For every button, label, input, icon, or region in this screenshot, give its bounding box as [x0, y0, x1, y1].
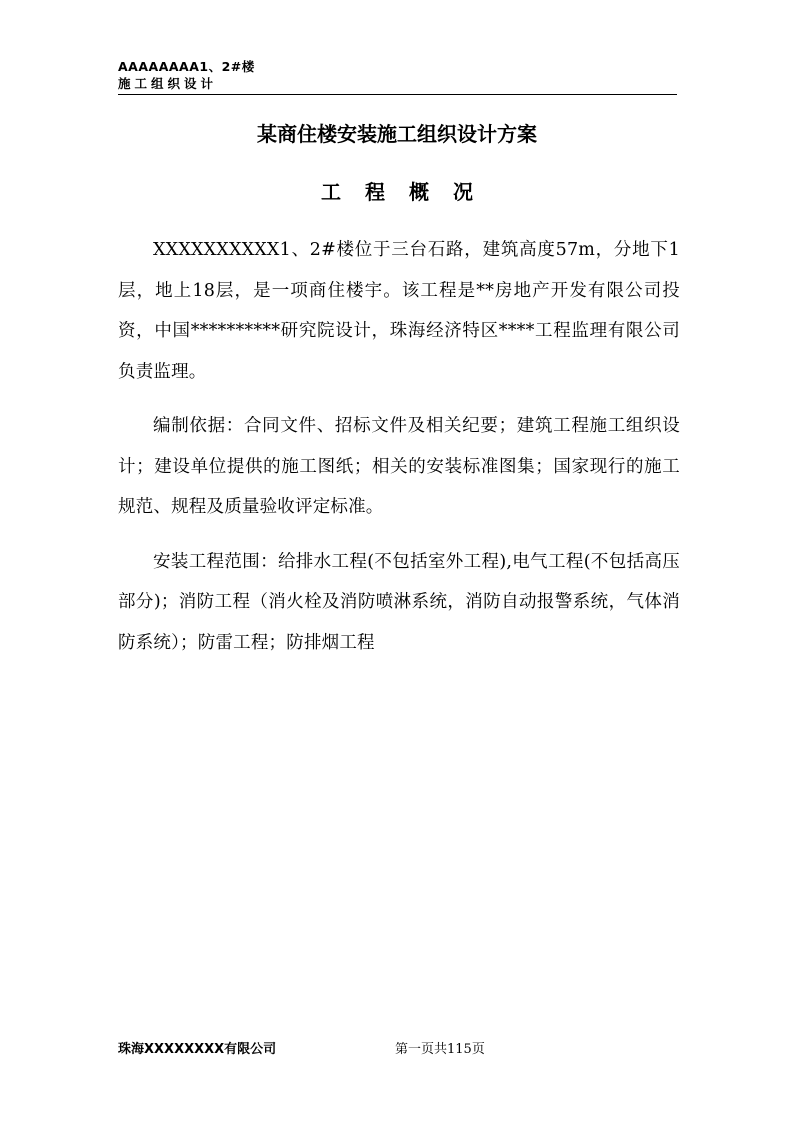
page-footer — [0, 1040, 794, 1064]
header-doc-type: 施工组织设计 — [118, 76, 218, 91]
section-title: 工程概况 — [321, 180, 497, 204]
paragraph-installation-scope: 安装工程范围：给排水工程(不包括室外工程),电气工程(不包括高压部分)；消防工程（消火栓及消防喷淋系统，消防自动报警系统，气体消防系统）；防雷工程；防排烟工程 — [118, 551, 680, 653]
header-project-name: AAAAAAAA1、2#楼 — [118, 59, 255, 74]
footer-company-name: 珠海XXXXXXXX有限公司 — [118, 1042, 277, 1057]
document-body — [118, 230, 680, 677]
footer-page-number: 第一页共115页 — [395, 1042, 485, 1057]
document-title: 某商住楼安装施工组织设计方案 — [257, 122, 537, 146]
paragraph-project-overview: XXXXXXXXXX1、2#楼位于三台石路，建筑高度57m，分地下1层，地上18层，是一项商住楼宇。该工程是**房地产开发有限公司投资，中国**********研究院设计，珠海经济特区****工程监理有限公司负责监理。 — [118, 240, 680, 382]
page-header — [118, 58, 677, 95]
paragraph-compilation-basis: 编制依据：合同文件、招标文件及相关纪要；建筑工程施工组织设计；建设单位提供的施工图纸；相关的安装标准图集；国家现行的施工规范、规程及质量验收评定标准。 — [118, 416, 680, 517]
